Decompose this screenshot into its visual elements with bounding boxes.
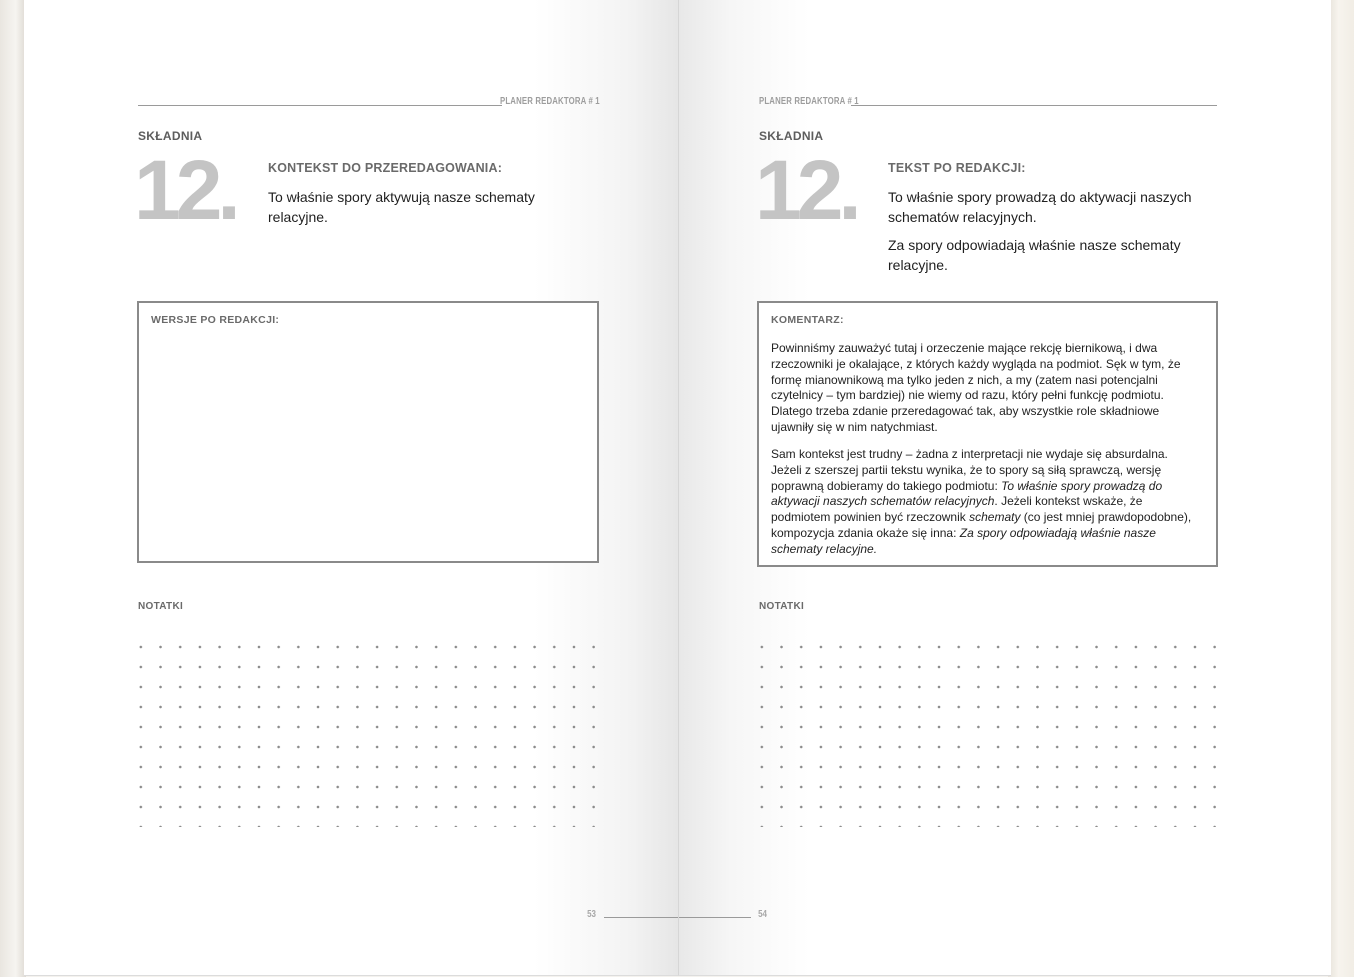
context-text: Za spory odpowiadają właśnie nasze schematy relacyjne. [888, 237, 1181, 273]
page-number: 54 [758, 909, 768, 920]
revisions-box [137, 301, 599, 563]
running-head [759, 96, 1219, 110]
comment-text: (co jest mniej prawdopodobne), kompozycja zdania okaże się inna: [771, 510, 1192, 540]
comment-box [757, 301, 1218, 567]
comment-text: Sam kontekst jest trudny – żadna z interpretacji nie wydaje się absurdalna. Jeżeli z szerszej partii tekstu wynika, że to spory są siłą sprawczą, wersję poprawną dobieramy do takiego podmiotu: [771, 447, 1168, 493]
comment-example-word: schematy [969, 510, 1021, 525]
exercise-number: 12. [755, 143, 857, 237]
book-cover-edge-right [1328, 0, 1354, 977]
running-head [138, 96, 598, 110]
context-title: TEKST PO REDAKCJI: [888, 161, 1026, 175]
book-cover-edge-left [0, 0, 26, 977]
context-text: To właśnie spory aktywują nasze schematy relacyjne. [268, 189, 535, 225]
comment-paragraph [771, 447, 1199, 558]
section-label: SKŁADNIA [759, 129, 824, 143]
context-title: KONTEKST DO PRZEREDAGOWANIA: [268, 161, 503, 175]
comment-example-sentence: Za spory odpowiadają właśnie nasze schematy relacyjne. [771, 525, 1156, 556]
notes-label: NOTATKI [138, 601, 184, 612]
comment-example-sentence: To właśnie spory prowadzą do aktywacji naszych schematów relacyjnych [771, 478, 1163, 509]
comment-paragraph: Powinniśmy zauważyć tutaj i orzeczenie mające rekcję biernikową, i dwa rzeczowniki je okalające, z których każdy wygląda na podmiot. Sęk w tym, że formę mianownikową ma tylko jeden z nich, a my (zatem nasi potencjalni czytelnicy – tym bardziej) nie wiemy od razu, który pełni funkcję podmiotu. Dlatego trzeba zdanie przeredagować tak, aby wszystkie role składniowe ujawniły się w nim natychmiast. [771, 341, 1181, 434]
left-page [24, 0, 678, 976]
running-head-rule [851, 105, 1217, 106]
notes-dot-grid [752, 637, 1216, 827]
running-head-rule [138, 105, 502, 106]
page-number: 53 [587, 909, 597, 920]
folio-rule [604, 917, 678, 918]
comment-box-title: KOMENTARZ: [771, 314, 844, 326]
comment-text: . Jeżeli kontekst wskaże, że podmiotem powinien być rzeczownik [771, 494, 1143, 525]
running-head-label: PLANER REDAKTORA # 1 [759, 96, 859, 107]
running-head-label: PLANER REDAKTORA # 1 [500, 96, 600, 107]
right-page [678, 0, 1331, 976]
section-label: SKŁADNIA [138, 129, 203, 143]
context-text: To właśnie spory prowadzą do aktywacji naszych schematów relacyjnych. [888, 189, 1192, 225]
exercise-number: 12. [134, 143, 236, 237]
folio-rule [679, 917, 751, 918]
notes-label: NOTATKI [759, 601, 805, 612]
revisions-box-title: WERSJE PO REDAKCJI: [151, 314, 280, 326]
notes-dot-grid [131, 637, 595, 827]
